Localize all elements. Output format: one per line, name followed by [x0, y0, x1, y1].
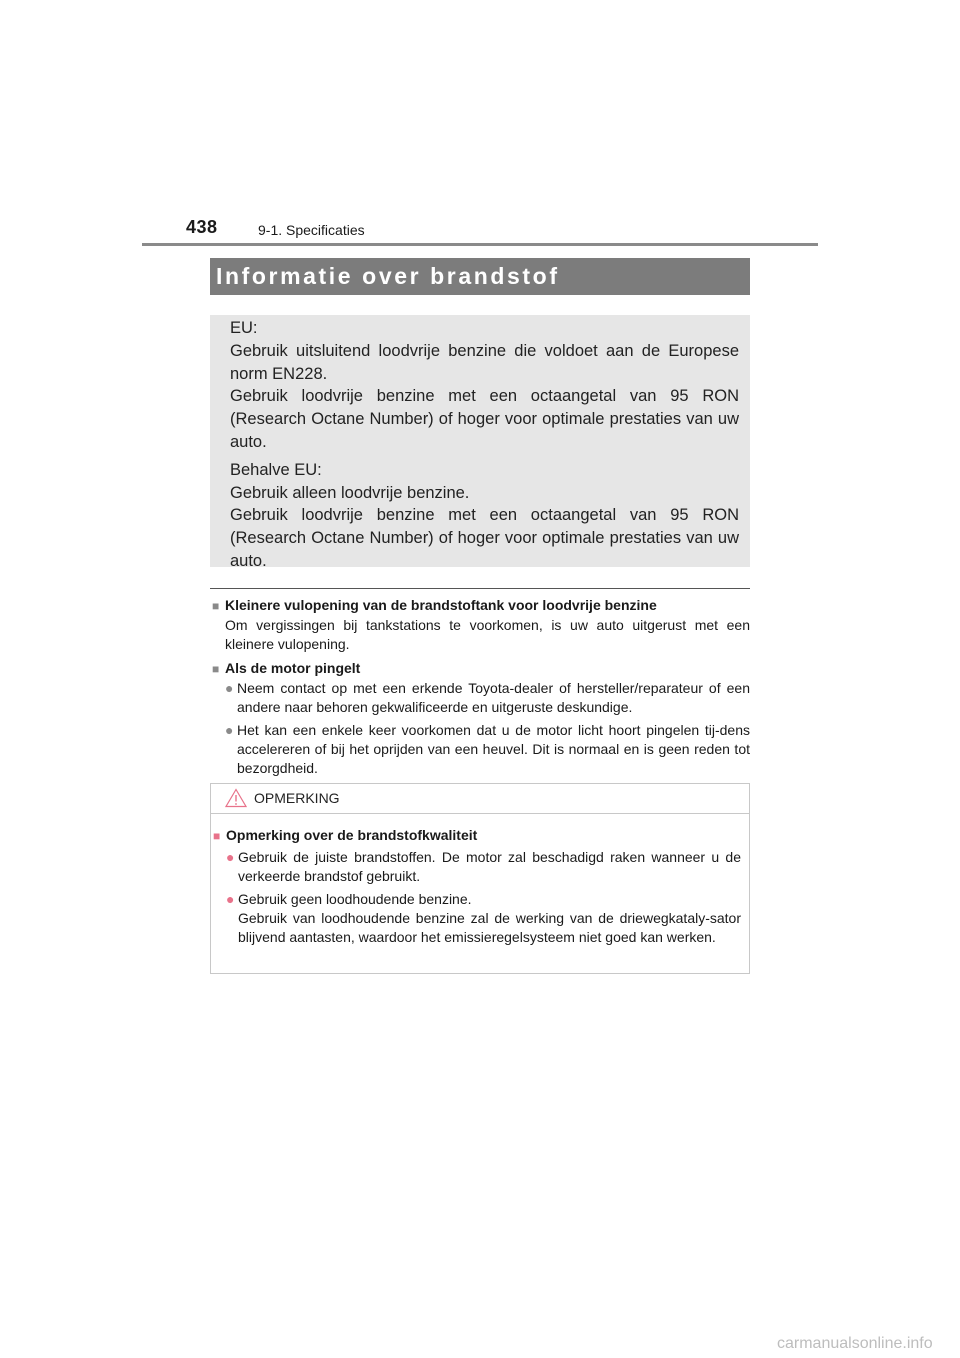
notice-heading [213, 826, 741, 846]
info-eu-line1: Gebruik uitsluitend loodvrije benzine die voldoet aan de Europese norm EN228. [230, 341, 739, 383]
knock-heading [212, 659, 750, 679]
header-rule [142, 243, 818, 246]
knock-bullet-text: Neem contact op met een erkende Toyota-dealer of hersteller/reparateur of een andere naar behoren gekwalificeerde en uitgeruste deskundige. [237, 680, 750, 715]
info-non-eu-line2: Gebruik loodvrije benzine met een octaangetal van 95 RON (Research Octane Number) of hoger voor optimale prestaties van uw auto. [230, 506, 739, 570]
info-non-eu-line1: Gebruik alleen loodvrije benzine. [230, 483, 470, 502]
info-group-non-eu [230, 459, 739, 573]
watermark: carmanualsonline.info [777, 1335, 933, 1352]
knock-bullet [225, 721, 750, 778]
content-rule [210, 588, 750, 589]
square-marker: ■ [212, 662, 220, 676]
info-non-eu-label: Behalve EU: [230, 460, 322, 479]
notice-body [211, 814, 749, 947]
info-eu-line2: Gebruik loodvrije benzine met een octaangetal van 95 RON (Research Octane Number) of hoger voor optimale prestaties van uw auto. [230, 387, 739, 451]
filler-heading [212, 596, 750, 616]
square-marker: ■ [213, 829, 221, 843]
bullet-dot: ● [225, 680, 234, 696]
notice-bullet [226, 890, 741, 947]
page-title: Informatie over brandstof [216, 263, 560, 289]
filler-heading-text: Kleinere vulopening van de brandstoftank voor loodvrije benzine [225, 597, 657, 613]
bullet-dot: ● [226, 849, 235, 865]
bullet-dot: ● [226, 891, 235, 907]
info-group-eu [230, 317, 739, 454]
notice-header [211, 784, 749, 814]
notice-heading-text: Opmerking over de brandstofkwaliteit [226, 827, 478, 843]
warning-triangle-icon [225, 788, 247, 808]
page-number: 438 [186, 217, 218, 237]
notice-bullet-line2: Gebruik van loodhoudende benzine zal de werking van de driewegkataly-sator blijvend aantasten, waardoor het emissieregelsysteem niet goed kan werken. [238, 910, 741, 945]
notice-bullet [226, 848, 741, 886]
info-box [210, 315, 750, 570]
knock-bullet-text: Het kan een enkele keer voorkomen dat u de motor licht hoort pingelen tij-dens accelereren of bij het oprijden van een heuvel. Dit is normaal en is geen reden tot bezorgdheid. [237, 722, 750, 776]
notice-bullet-line1: Gebruik geen loodhoudende benzine. [238, 891, 472, 907]
knock-heading-text: Als de motor pingelt [225, 660, 361, 676]
bullet-dot: ● [225, 722, 234, 738]
content [212, 596, 750, 782]
notice-label: OPMERKING [254, 790, 340, 806]
title-bar [210, 258, 750, 295]
square-marker: ■ [212, 599, 220, 613]
section-title: 9-1. Specificaties [258, 222, 365, 238]
notice-bullet-text: Gebruik de juiste brandstoffen. De motor zal beschadigd raken wanneer u de verkeerde brandstof gebruikt. [238, 849, 741, 884]
info-eu-label: EU: [230, 319, 258, 337]
filler-text: Om vergissingen bij tankstations te voorkomen, is uw auto uitgerust met een kleinere vulopening. [225, 617, 750, 652]
knock-bullet [225, 679, 750, 717]
notice-box [210, 783, 750, 974]
